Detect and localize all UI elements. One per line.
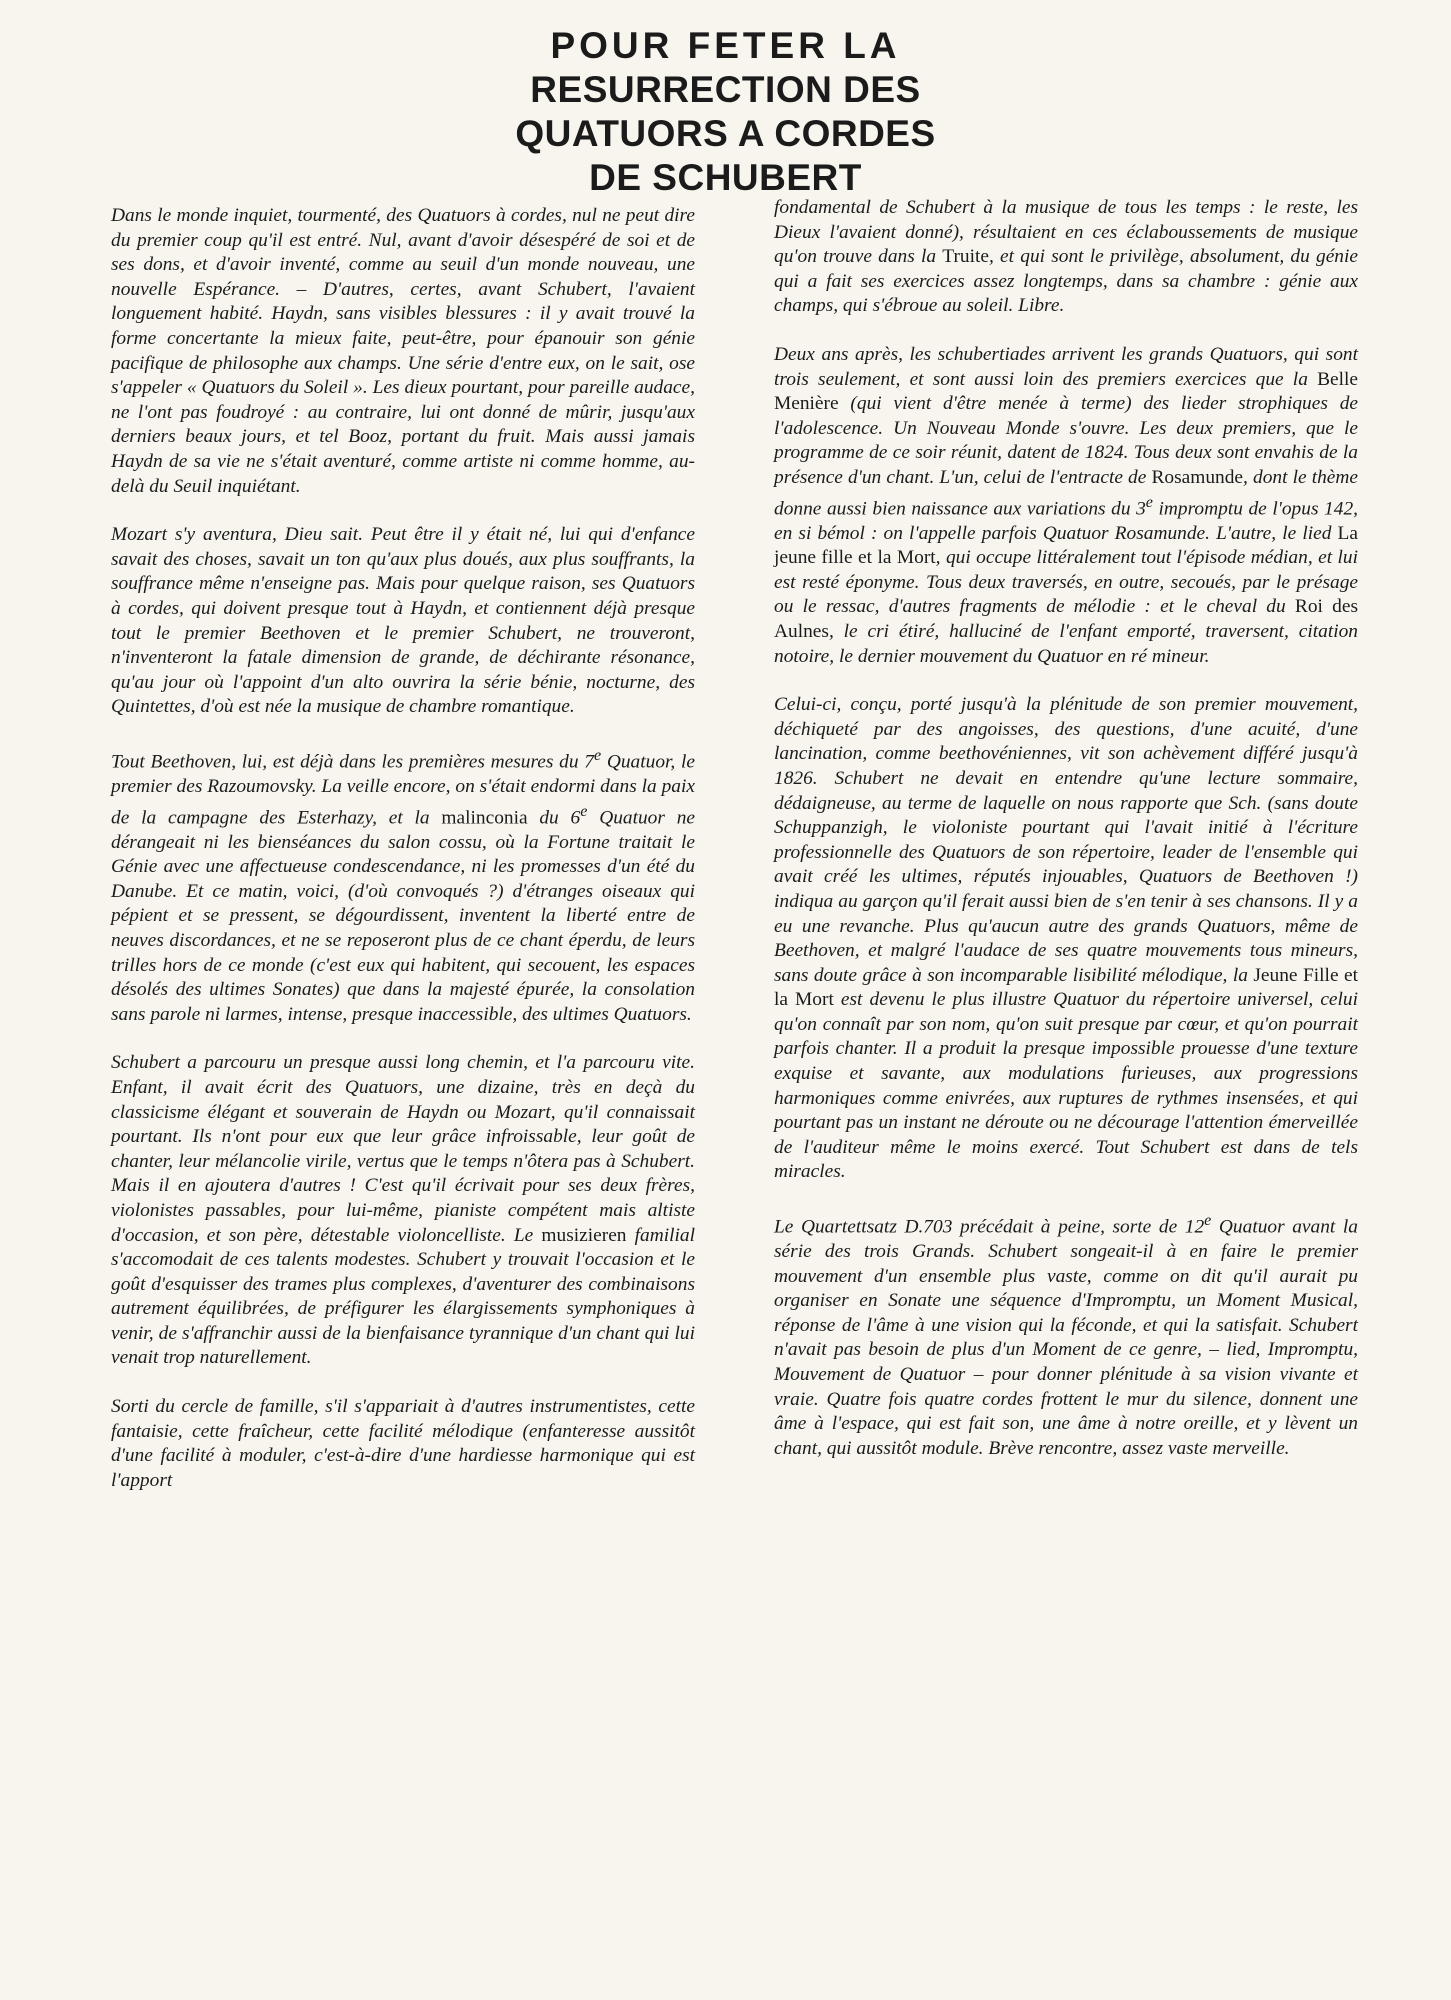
superscript: e <box>1145 493 1153 511</box>
paragraph-3 <box>111 744 695 1027</box>
text-run: Deux ans après, les schubertiades arrivent les grands Quatuors, qui sont trois seulement, et sont aussi loin des premiers exercices que la <box>774 343 1358 390</box>
paragraph-2: Mozart s'y aventura, Dieu sait. Peut être il y était né, lui qui d'enfance savait des choses, savait un ton qu'aux plus doués, aux plus souffrants, la souffrance même n'enseigne pas. Mais pour quelque raison, ses Quatuors à cordes, qui doivent presque tout à Haydn, et contiennent déjà presque tout le premier Beethoven et le premier Schubert, ne trouveront, n'inventeront la fatale dimension de grande, de déchirante résonance, qu'au jour où l'appoint d'un alto ouvrira la série bénie, nocturne, des Quintettes, d'où est née la musique de chambre romantique. <box>111 524 695 718</box>
superscript: e <box>1204 1212 1212 1230</box>
roman-term: malinconia <box>441 807 528 828</box>
left-column <box>111 204 695 1517</box>
text-run: Le Quartettsatz D.703 précédait à peine, sorte de 12 <box>774 1216 1205 1238</box>
page-title <box>0 24 1451 200</box>
text-run: , le cri étiré, halluciné de l'enfant emporté, traversent, citation notoire, le dernier mouvement du Quatuor en ré mineur. <box>774 620 1358 667</box>
text-run: Schubert a parcouru un presque aussi long chemin, et l'a parcouru vite. Enfant, il avait écrit des Quatuors, une dizaine, très en deçà du classicisme élégant et souverain de Haydn ou Mozart, qu'il connaissait pourtant. Ils n'ont pour eux que leur grâce infroissable, leur goût de chanter, leur mélancolie virile, vertus que le temps n'ôtera pas à Schubert. Mais il en ajoutera d'autres ! C'est qu'il écrivait pour ses deux frères, violonistes passables, pour lui-même, pianiste compétent mais altiste d'occasion, et son père, détestable violoncelliste. Le <box>111 1052 695 1246</box>
title-line-3: QUATUORS A CORDES <box>515 113 936 154</box>
roman-term: Truite <box>942 246 989 268</box>
text-run: Quatuor ne dérangeait ni les bienséances du salon cossu, où la Fortune traitait le Génie avec une affectueuse condescendance, ni les promesses d'un été du Danube. Et ce matin, voici, (d'où convoqués ?) d'étranges oiseaux qui pépient et se pressent, se dégourdissent, inventent la liberté entre de neuves discordances, et ne se reposeront plus de ce chant éperdu, de leurs trilles hors de ce monde (c'est eux qui habitent, qui secouent, les espaces désolés des ultimes Sonates) que dans la majesté épurée, la consolation sans parole ni larmes, intense, presque inaccessible, des ultimes Quatuors. <box>111 807 696 1025</box>
right-column <box>774 196 1358 1485</box>
roman-term: La jeune fille et la Mort <box>774 522 1358 569</box>
text-run: (qui vient d'être menée à terme) des lieder strophiques de l'adolescence. Un Nouveau Monde s'ouvre. Les deux premiers, que le programme de ce soir réunit, datent de 1824. Tous deux sont envahis de la présence d'un chant. L'un, celui de l'entracte de <box>774 393 1358 488</box>
roman-term: Rosamunde <box>1151 466 1244 488</box>
title-line-2: RESURRECTION DES <box>530 69 921 110</box>
text-run: Quatuor, le premier des Razoumovsky. La veille encore, on s'était endormi dans la paix de la campagne des Esterhazy, et la <box>111 751 695 828</box>
paragraph-8 <box>774 693 1358 1185</box>
title-line-1: POUR FETER LA <box>550 25 901 66</box>
text-run: familial s'accomodait de ces talents modestes. Schubert y trouvait l'occasion et le goût d'esquisser des trames plus complexes, d'aventurer des combinaisons autrement équilibrées, de préfigurer les élargissements symphoniques à venir, de s'affranchir aussi de la bienfaisance tyrannique d'un chant qui lui venait trop naturellement. <box>111 1224 695 1369</box>
text-run: Quatuor avant la série des trois Grands. Schubert songeait-il à en faire le premier mouvement d'un ensemble plus vaste, comme on dit qu'il aurait pu organiser en Sonate une séquence d'Impromptu, un Moment Musical, réponse de l'âme à une vision qui la féconde, et qui la satisfait. Schubert n'avait pas besoin de plus d'un Moment de ce genre, – lied, Impromptu, Mouvement de Quatuor – pour donner plénitude à sa vision vivante et vraie. Quatre fois quatre cordes frottent le mur du silence, donnent une âme à l'espace, qui est fait son, une âme à notre oreille, et y lèvent un chant, qui aussitôt module. Brève rencontre, assez vaste merveille. <box>774 1216 1358 1459</box>
roman-term: Belle Menière <box>774 368 1358 415</box>
paragraph-4 <box>111 1051 695 1371</box>
text-run: est devenu le plus illustre Quatuor du répertoire universel, celui qu'on connaît par son nom, qu'on suit presque par cœur, et qu'on pourrait parfois chanter. Il a produit la presque impossible prouesse d'une texture exquise et savante, aux modulations furieuses, aux progressions harmoniques comme enivrées, aux ruptures de rythmes insensées, et qui pourtant pas un instant ne déroute ou ne décourage l'attention émerveillée de l'auditeur même le moins exercé. Tout Schubert est dans de tels miracles. <box>774 989 1358 1183</box>
roman-term: Roi des Aulnes <box>774 596 1359 642</box>
text-run: impromptu de l'opus 142, en si bémol : on l'appelle parfois Quatuor Rosamunde. L'autre, le lied <box>774 498 1358 544</box>
text-run: , dont le thème donne aussi bien naissance aux variations du 3 <box>774 466 1358 519</box>
paragraph-6 <box>774 196 1358 319</box>
title-line-4: DE SCHUBERT <box>589 157 862 198</box>
paragraph-5: Sorti du cercle de famille, s'il s'appariait à d'autres instrumentistes, cette fantaisie, cette fraîcheur, cette facilité mélodique (enfanteresse aussitôt d'une facilité à moduler, c'est-à-dire d'une hardiesse harmonique qui est l'apport <box>111 1396 695 1491</box>
roman-term: musizieren <box>541 1224 627 1246</box>
text-run: Tout Beethoven, lui, est déjà dans les premières mesures du 7 <box>111 751 594 773</box>
text-run: du 6 <box>527 807 581 828</box>
text-run: , et qui sont le privilège, absolument, du génie qui a fait ses exercices assez longtemps, dans sa chambre : génie aux champs, qui s'ébroue au soleil. Libre. <box>774 246 1358 317</box>
superscript: e <box>580 802 588 820</box>
text-run: Celui-ci, conçu, porté jusqu'à la plénitude de son premier mouvement, déchiqueté par des angoisses, des questions, d'une acuité, d'une lancination, comme beethovéniennes, vit son achèvement différé jusqu'à 1826. Schubert ne devait en entendre qu'une lecture sommaire, dédaigneuse, au terme de laquelle on nous rapporte que Sch. (sans doute Schuppanzigh, le violoniste pourtant qui l'avait initié à l'écriture professionnelle des Quatuors de son répertoire, leader de l'ensemble qui avait créé les ultimes, réputés injouables, Quatuors de Beethoven !) indiqua au garçon qu'il ferait aussi bien de s'en tenir à ses chansons. Il y a eu une revanche. Plus qu'aucun autre des grands Quatuors, même de Beethoven, et malgré l'audace de ses quatre mouvements tous mineurs, sans doute grâce à son incomparable lisibilité mélodique, la <box>774 694 1358 986</box>
paragraph-7 <box>774 343 1358 669</box>
roman-term: Jeune Fille et la Mort <box>774 964 1358 1011</box>
paragraph-9 <box>774 1209 1358 1461</box>
paragraph-1: Dans le monde inquiet, tourmenté, des Quatuors à cordes, nul ne peut dire du premier coup qu'il est entré. Nul, avant d'avoir désespéré de soi et de ses dons, et d'avoir inventé, comme au seuil d'un monde nouveau, une nouvelle Espérance. – D'autres, certes, avant Schubert, l'avaient longuement habité. Haydn, sans visibles blessures : il y avait trouvé la forme concertante la mieux faite, peut-être, pour épanouir son génie pacifique de philosophe aux champs. Une série d'entre eux, on le sait, ose s'appeler « Quatuors du Soleil ». Les dieux pourtant, pour pareille audace, ne l'ont pas foudroyé : au contraire, lui ont donné de mûrir, jusqu'aux derniers beaux jours, et tel Booz, portant du fruit. Mais aussi jamais Haydn de sa vie ne s'était aventuré, comme artiste ni comme homme, au-delà du Seuil inquiétant. <box>111 205 695 497</box>
text-run: fondamental de Schubert à la musique de tous les temps : le reste, les Dieux l'avaient donné), résultaient en ces éclaboussements de musique qu'on trouve dans la <box>774 197 1358 268</box>
superscript: e <box>593 746 602 764</box>
text-run: , qui occupe littéralement tout l'épisode médian, et lui est resté éponyme. Tous deux traversés, en outre, secoués, par le présage ou le ressac, d'autres fragments de mélodie : et le cheval du <box>774 547 1358 618</box>
